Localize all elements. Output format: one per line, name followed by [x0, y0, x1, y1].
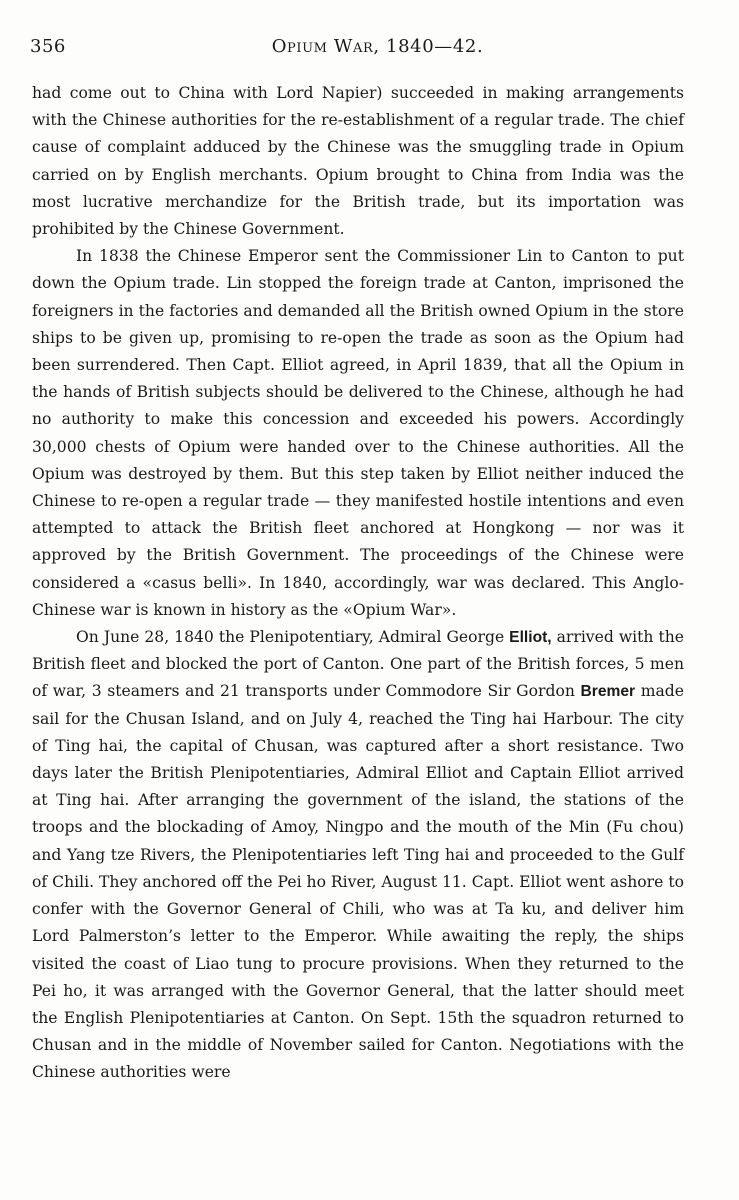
paragraph-1: had come out to China with Lord Napier) succeeded in making arrangements with the Chinese authorities for the re-establishment of a regular trade. The chief cause of complaint adduced by the Chinese was the smuggling trade in Opium carried on by English merchants. Opium brought to China from India was the most lucrative merchandize for the British trade, but its importation was prohibited by the Chinese Government. [32, 84, 684, 239]
paragraph-3 [32, 624, 684, 1086]
paragraph-2: In 1838 the Chinese Emperor sent the Commissioner Lin to Canton to put down the Opium trade. Lin stopped the foreign trade at Canton, imprisoned the foreigners in the factories and demanded all the British owned Opium in the store ships to be given up, promising to re-open the trade as soon as the Opium had been surrendered. Then Capt. Elliot agreed, in April 1839, that all the Opium in the hands of British subjects should be delivered to the Chinese, although he had no authority to make this concession and exceeded his powers. Accordingly 30,000 chests of Opium were handed over to the Chinese authorities. All the Opium was destroyed by them. But this step taken by Elliot neither induced the Chinese to re-open a regular trade — they manifested hostile intentions and even attempted to attack the British fleet anchored at Hongkong — nor was it approved by the British Government. The proceedings of the Chinese were considered a «casus belli». In 1840, accordingly, war was declared. This Anglo-Chinese war is known in history as the «Opium War». [32, 247, 684, 619]
page-number: 356 [30, 36, 66, 57]
paragraph-3-text: On June 28, 1840 the Plenipotentiary, Admiral George [76, 628, 510, 647]
running-title-words: Opium War [271, 36, 374, 57]
paragraph-3-text: arrived with the British fleet and blocked the port of Canton. One part of the British forces, 5 men of war, 3 steamers and 21 transports under Commodore Sir Gordon [32, 628, 684, 701]
name-bremer: Bremer [580, 683, 636, 701]
name-elliot: Elliot, [509, 629, 552, 647]
body-text [32, 80, 684, 1087]
page-header [30, 36, 685, 60]
running-title: Opium War, 1840—42. [271, 36, 484, 57]
paragraph-3-text: made sail for the Chusan Island, and on July 4, reached the Ting hai Harbour. The city of Ting hai, the capital of Chusan, was captured after a short resistance. Two days later the British Plenipotentiaries, Admiral Elliot and Captain Elliot arrived at Ting hai. After arranging the government of the island, the stations of the troops and the blockading of Amoy, Ningpo and the mouth of the Min (Fu chou) and Yang tze Rivers, the Plenipotentiaries left Ting hai and proceeded to the Gulf of Chili. They anchored off the Pei ho River, August 11. Capt. Elliot went ashore to confer with the Governor General of Chili, who was at Ta ku, and deliver him Lord Palmerston’s letter to the Emperor. While awaiting the reply, the ships visited the coast of Liao tung to procure provisions. When they returned to the Pei ho, it was arranged with the Governor General, that the latter should meet the English Plenipotentiaries at Canton. On Sept. 15th the squadron returned to Chusan and in the middle of November sailed for Canton. Negotiations with the Chinese authorities were [32, 682, 684, 1082]
